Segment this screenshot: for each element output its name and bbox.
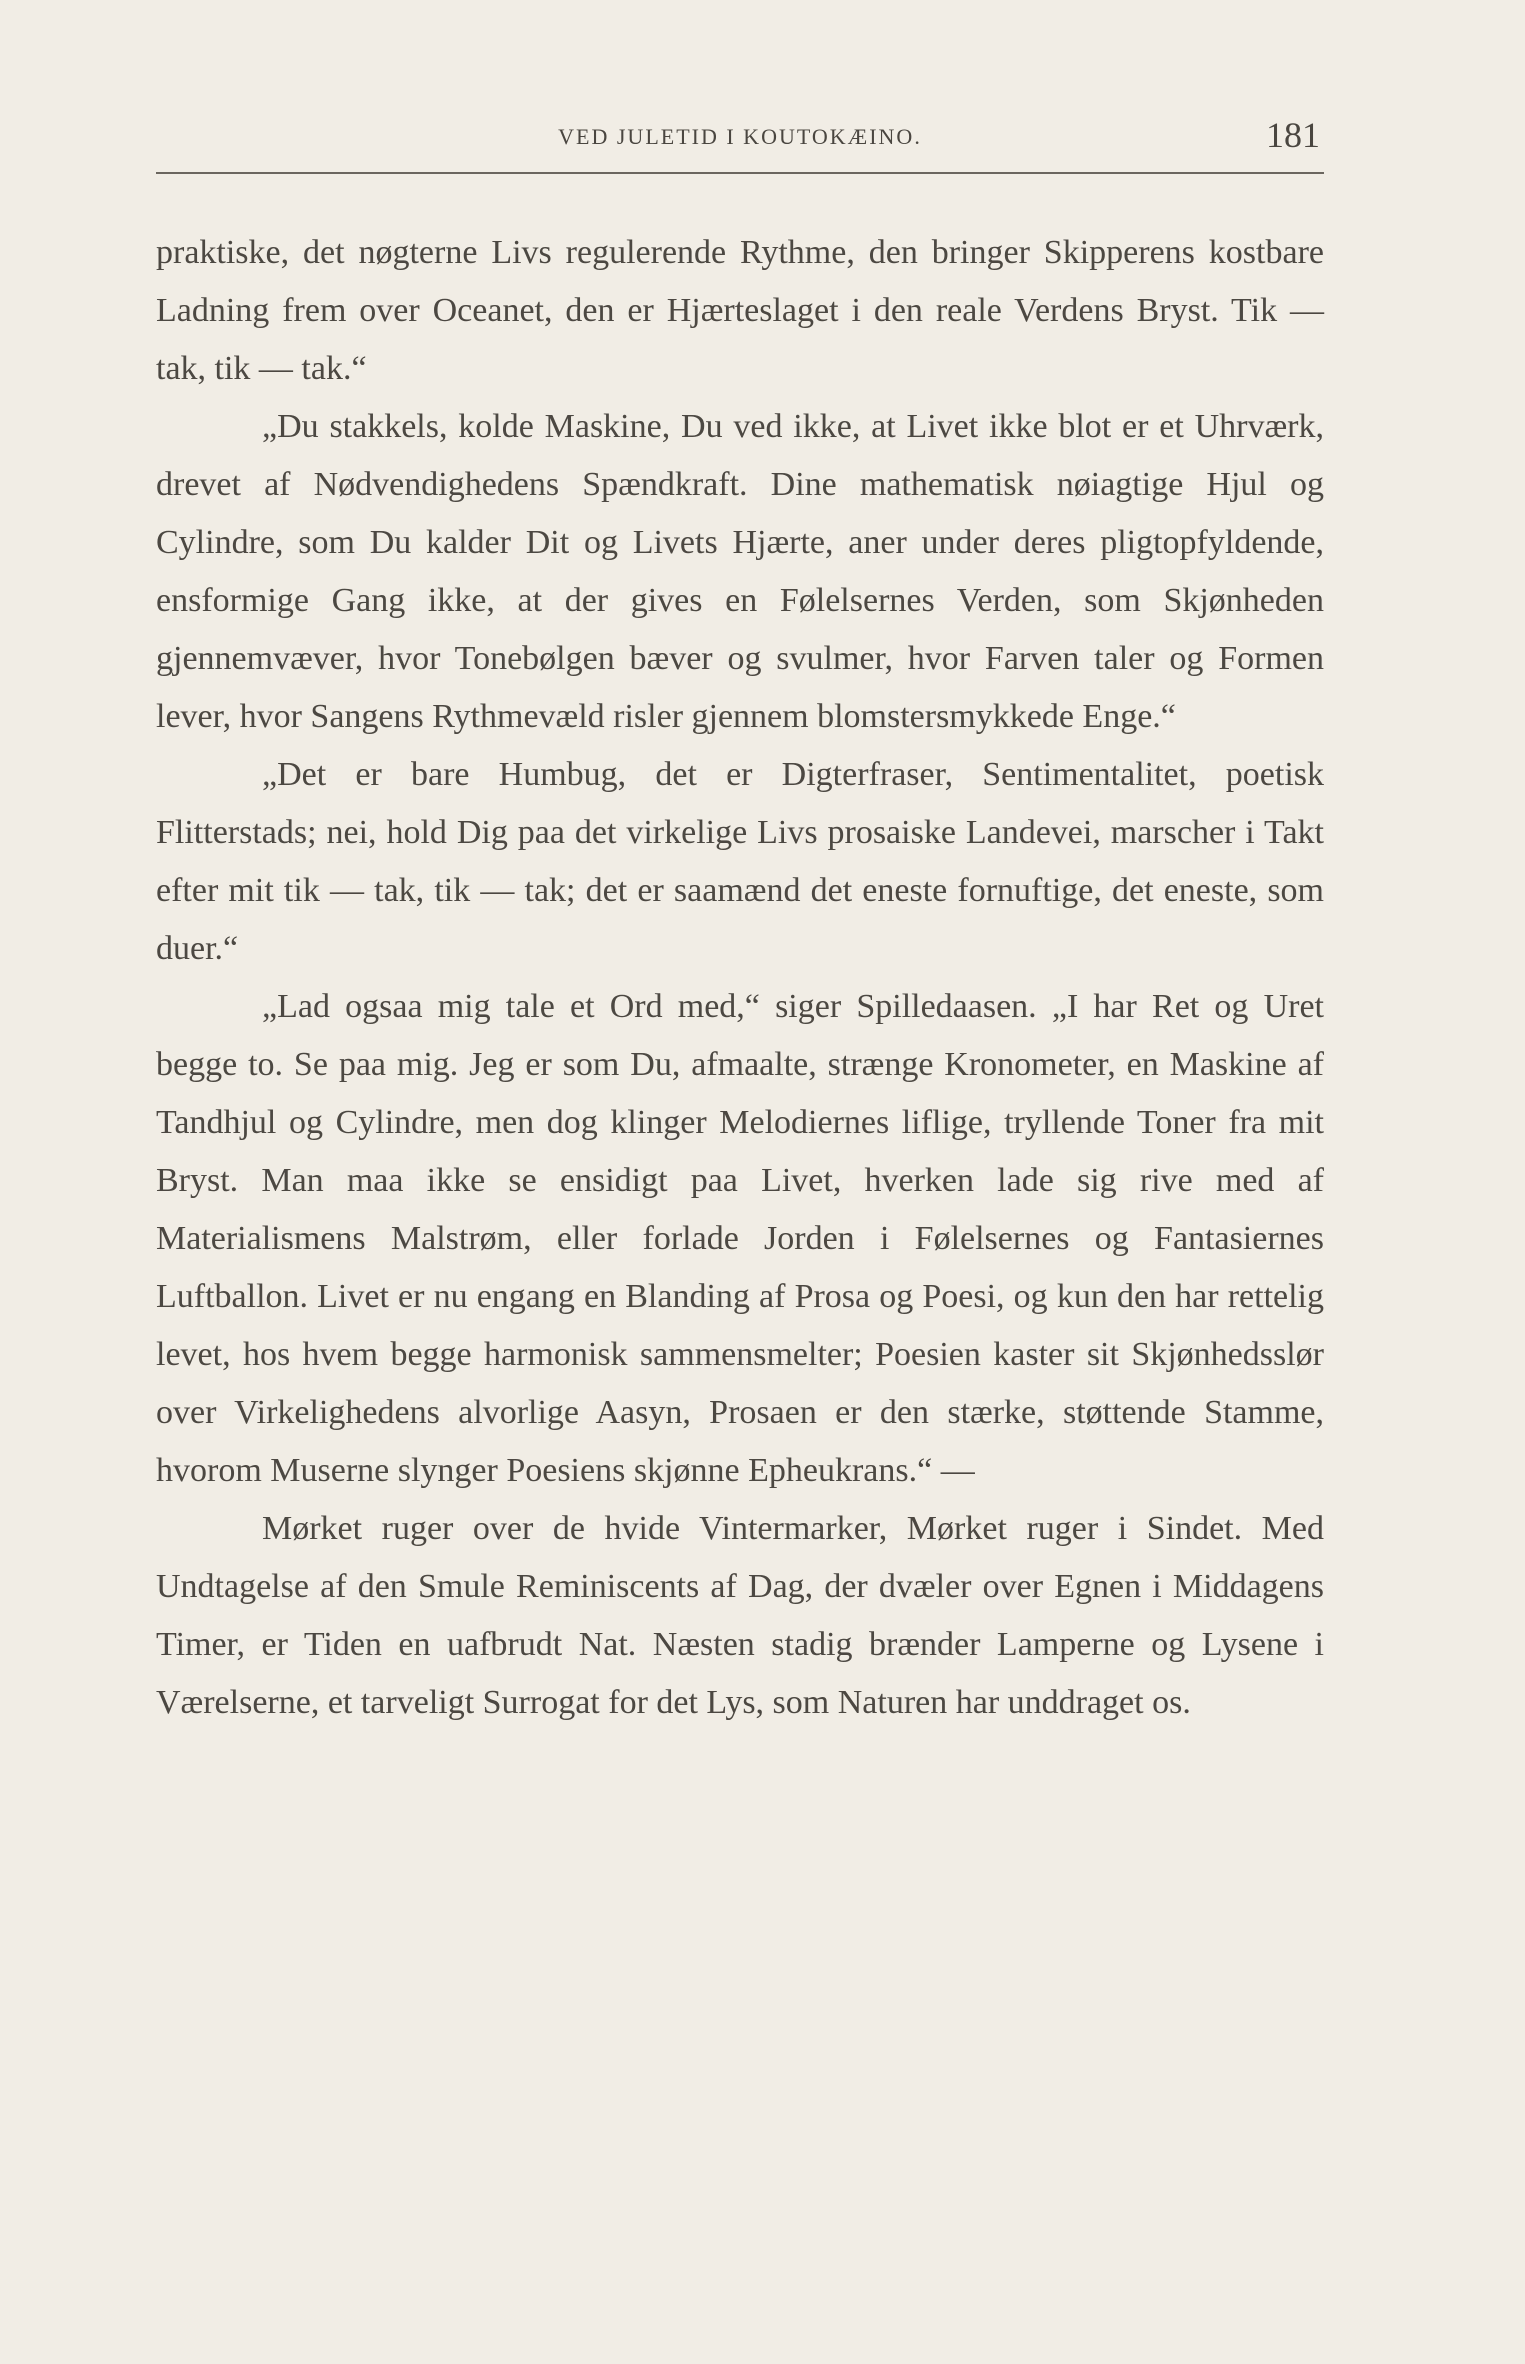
page-header: [156, 112, 1324, 164]
paragraph: „Lad ogsaa mig tale et Ord med,“ siger Spilledaasen. „I har Ret og Uret begge to. Se paa mig. Jeg er som Du, afmaalte, strænge Kronometer, en Maskine af Tandhjul og Cylindre, men dog klinger Melodiernes liflige, tryllende Toner fra mit Bryst. Man maa ikke se ensidigt paa Livet, hverken lade sig rive med af Materialismens Malstrøm, eller forlade Jorden i Følelsernes og Fantasiernes Luftballon. Livet er nu engang en Blanding af Prosa og Poesi, og kun den har rettelig levet, hos hvem begge harmonisk sammensmelter; Poesien kaster sit Skjønhedsslør over Virkelighedens alvorlige Aasyn, Prosaen er den stærke, støttende Stamme, hvorom Muserne slynger Poesiens skjønne Epheukrans.“ —: [156, 988, 1324, 1489]
paragraph: „Det er bare Humbug, det er Digterfraser, Sentimentalitet, poetisk Flitterstads; nei, hold Dig paa det virkelige Livs prosaiske Landevei, marscher i Takt efter mit tik — tak, tik — tak; det er saamænd det eneste fornuftige, det eneste, som duer.“: [156, 756, 1324, 967]
paragraph: „Du stakkels, kolde Maskine, Du ved ikke, at Livet ikke blot er et Uhrværk, drevet af Nødvendighedens Spændkraft. Dine mathematisk nøiagtige Hjul og Cylindre, som Du kalder Dit og Livets Hjærte, aner under deres pligtopfyldende, ensformige Gang ikke, at der gives en Følelsernes Verden, som Skjønheden gjennemvæver, hvor Tonebølgen bæver og svulmer, hvor Farven taler og Formen lever, hvor Sangens Rythmevæld risler gjennem blomstersmykkede Enge.“: [156, 408, 1324, 735]
running-title: VED JULETID I KOUTOKÆINO.: [558, 124, 922, 149]
header-rule: [156, 172, 1324, 174]
paragraph: praktiske, det nøgterne Livs regulerende Rythme, den bringer Skipperens kostbare Ladning frem over Oceanet, den er Hjærteslaget i den reale Verdens Bryst. Tik — tak, tik — tak.“: [156, 234, 1324, 387]
body-text: [156, 224, 1324, 1732]
page-number: 181: [1266, 115, 1320, 155]
paragraph: Mørket ruger over de hvide Vintermarker, Mørket ruger i Sindet. Med Undtagelse af den Smule Reminiscents af Dag, der dvæler over Egnen i Middagens Timer, er Tiden en uafbrudt Nat. Næsten stadig brænder Lamperne og Lysene i Værelserne, et tarveligt Surrogat for det Lys, som Naturen har unddraget os.: [156, 1510, 1324, 1721]
